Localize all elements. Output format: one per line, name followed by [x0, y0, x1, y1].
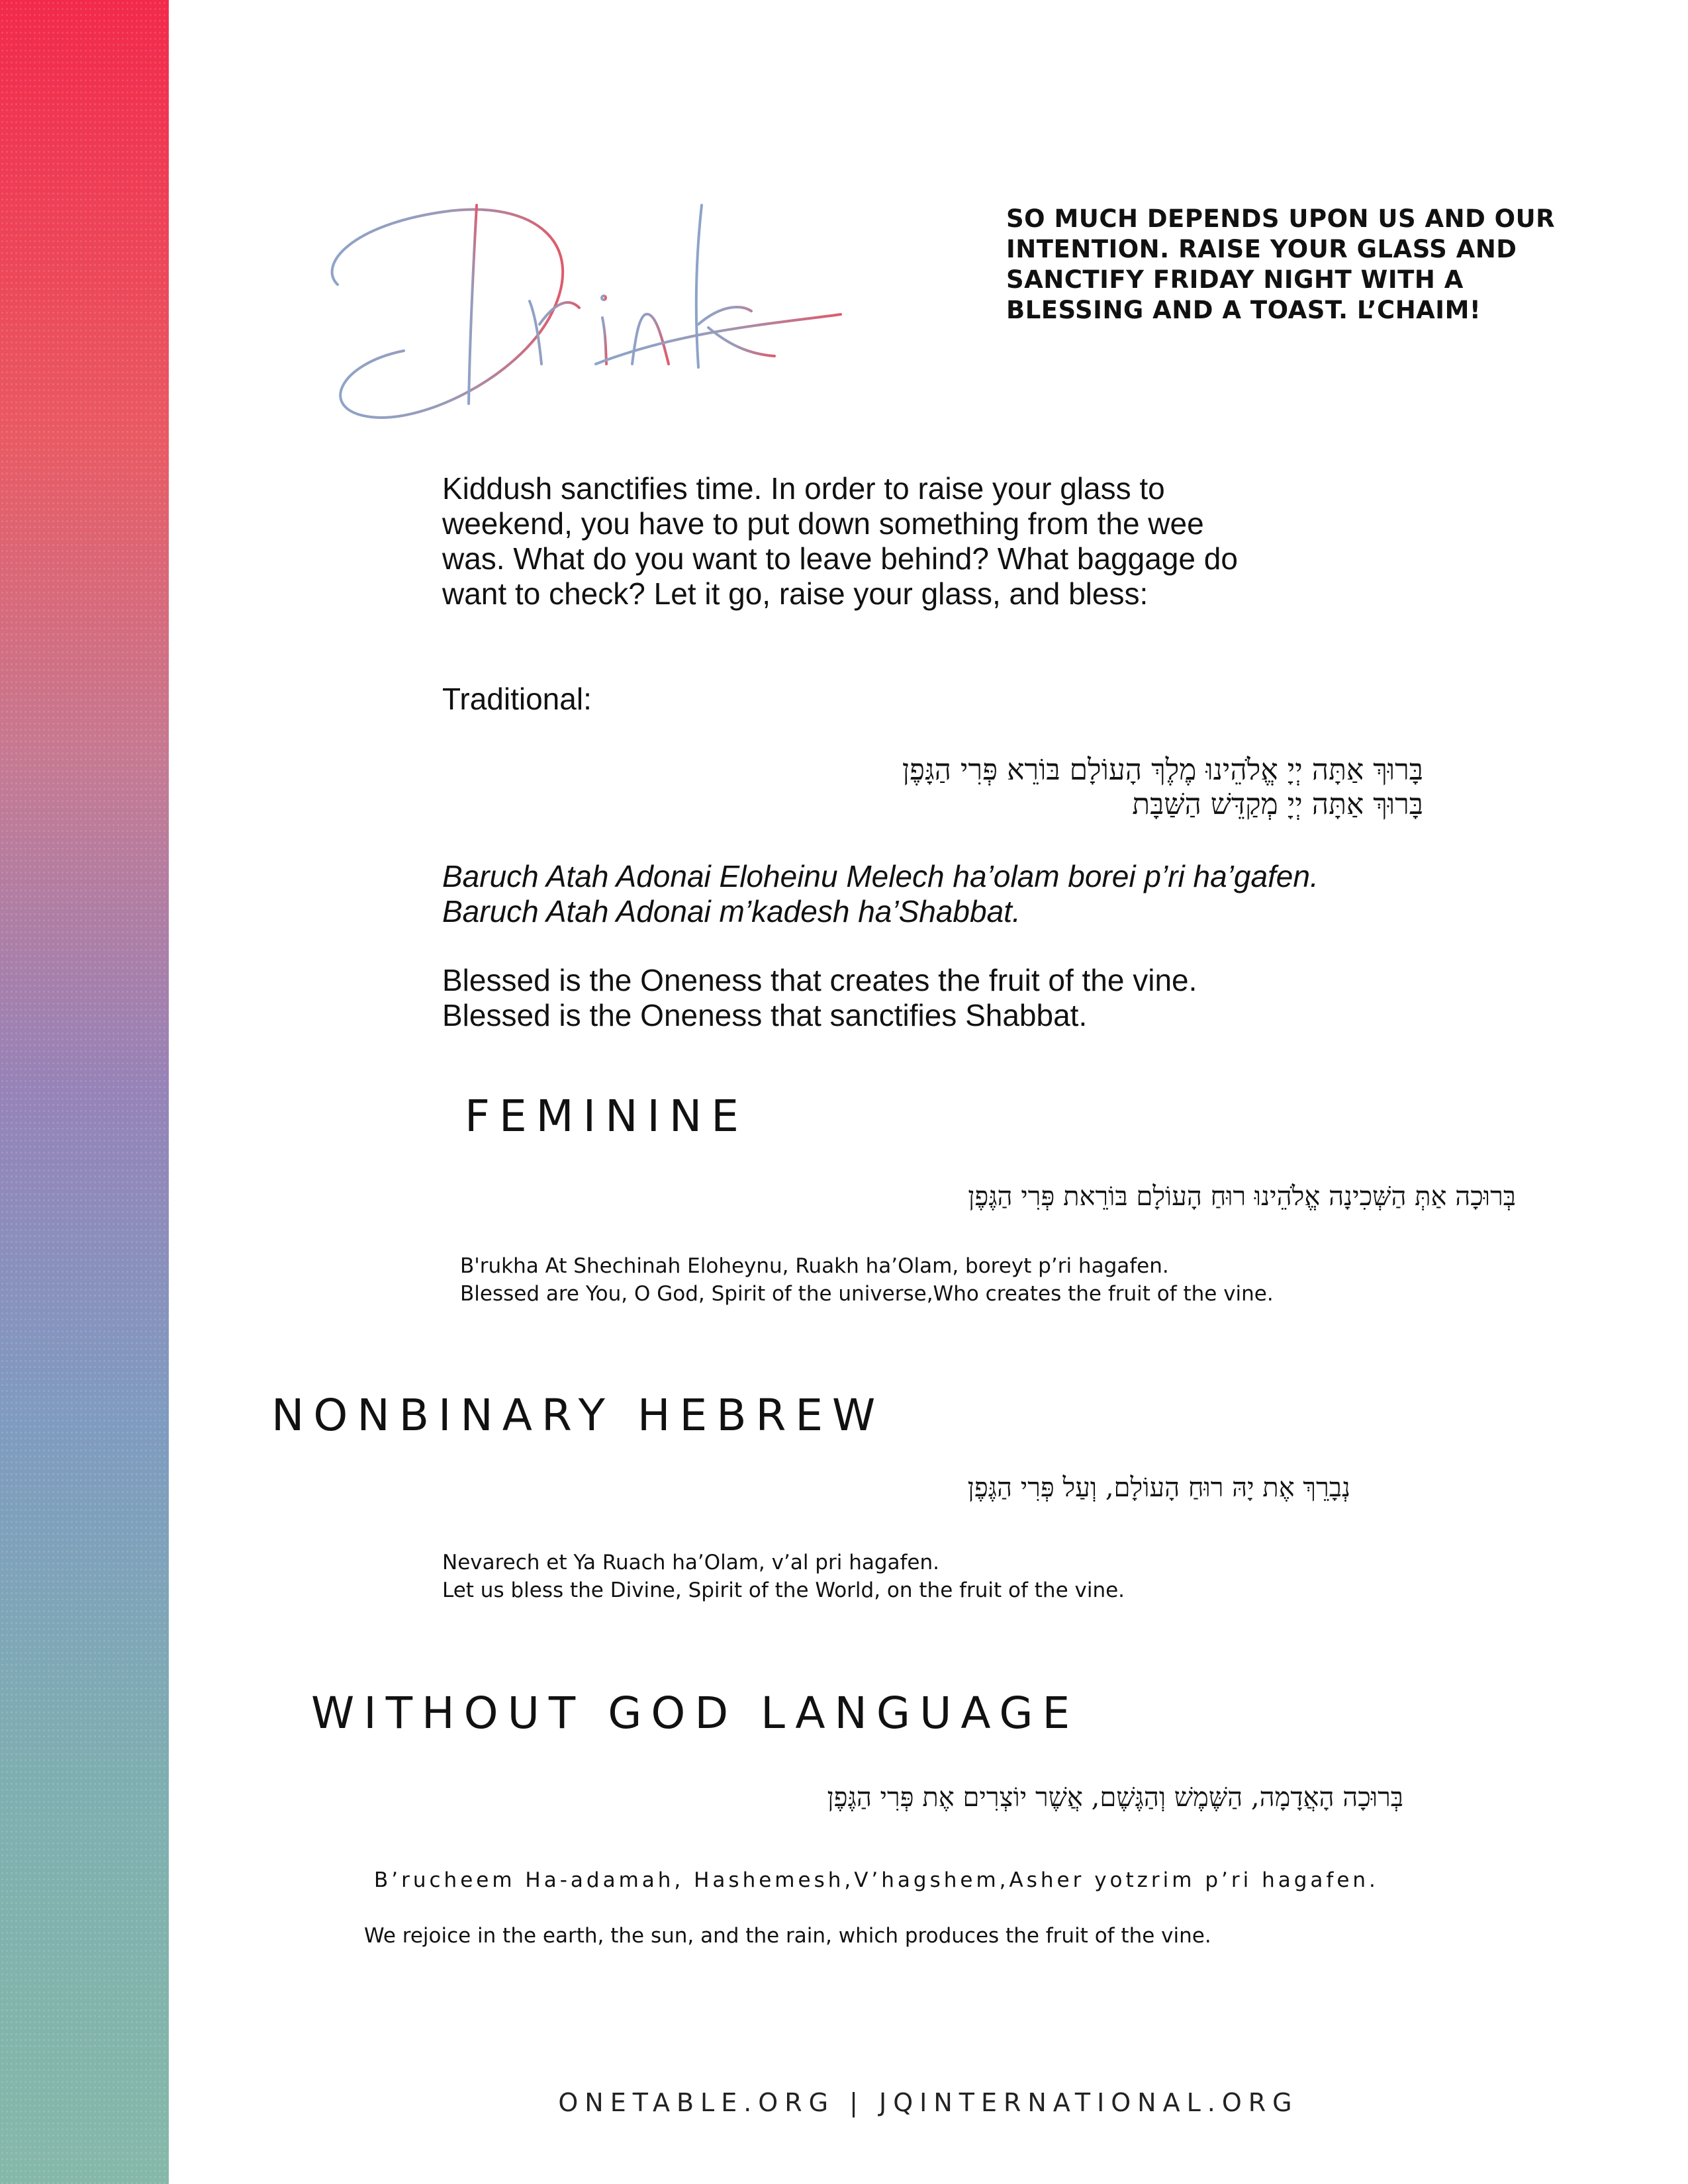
without-god-heading: WITHOUT GOD LANGUAGE [311, 1688, 1080, 1739]
drink-script-logo [311, 185, 880, 437]
without-god-translation: We rejoice in the earth, the sun, and the rain, which produces the fruit of the vine. [364, 1924, 1211, 1948]
feminine-hebrew: בְּרוּכָה אַתְּ הַשְּׁכִינָה אֱלֹהֵינוּ רוּחַ הָעוֹלָם בּוֹרֵאת פְּרִי הַגֶּפֶן [968, 1181, 1516, 1212]
nonbinary-text: Nevarech et Ya Ruach ha’Olam, v’al pri hagafen. Let us bless the Divine, Spirit of the World, on the fruit of the vine. [442, 1551, 1125, 1602]
traditional-hebrew-line-1: בָּרוּךְ אַתָּה יְיָ אֱלֹהֵינוּ מֶלֶךְ הָעוֹלָם בּוֹרֵא פְּרִי הַגָּפֶן [902, 753, 1423, 787]
intro-tagline: SO MUCH DEPENDS UPON US AND OUR INTENTION. RAISE YOUR GLASS AND SANCTIFY FRIDAY NIGHT WITH A BLESSING AND A TOAST. L’CHAIM! [1006, 205, 1556, 324]
nonbinary-heading: NONBINARY HEBREW [271, 1390, 885, 1441]
traditional-hebrew-line-2: בָּרוּךְ אַתָּה יְיָ מְקַדֵּשׁ הַשַּׁבָּת [1132, 788, 1423, 821]
footer-links: ONETABLE.ORG | JQINTERNATIONAL.ORG [558, 2088, 1299, 2117]
traditional-label: Traditional: [442, 682, 592, 716]
decorative-gradient-bar [0, 0, 169, 2184]
nonbinary-hebrew: נְבָרֵךְ אֶת יָהּ רוּחַ הָעוֹלָם, וְעַל פְּרִי הַגֶּפֶן [967, 1473, 1350, 1503]
without-god-hebrew: בְּרוּכָה הָאֲדָמָה, הַשֶּׁמֶשׁ וְהַגֶּשֶׁם, אֲשֶׁר יוֹצְרִים אֶת פְּרִי הַגֶּפֶן [827, 1782, 1403, 1813]
feminine-text: B'rukha At Shechinah Eloheynu, Ruakh ha’Olam, boreyt p’ri hagafen. Blessed are You, O God, Spirit of the universe,Who creates the fruit of the vine. [460, 1254, 1274, 1306]
traditional-translation: Blessed is the Oneness that creates the fruit of the vine. Blessed is the Oneness that sanctifies Shabbat. [442, 963, 1197, 1032]
feminine-heading: FEMININE [465, 1091, 748, 1142]
traditional-transliteration: Baruch Atah Adonai Eloheinu Melech ha’olam borei p’ri ha’gafen. Baruch Atah Adonai m’kadesh ha’Shabbat. [442, 859, 1319, 929]
without-god-transliteration: B’rucheem Ha-adamah, Hashemesh,V’hagshem,Asher yotzrim p’ri hagafen. [374, 1868, 1379, 1892]
intro-paragraph: Kiddush sanctifies time. In order to raise your glass to weekend, you have to put down something from the wee was. What do you want to leave behind? What baggage do want to check? Let it go, raise your glass, and bless: [442, 471, 1238, 611]
